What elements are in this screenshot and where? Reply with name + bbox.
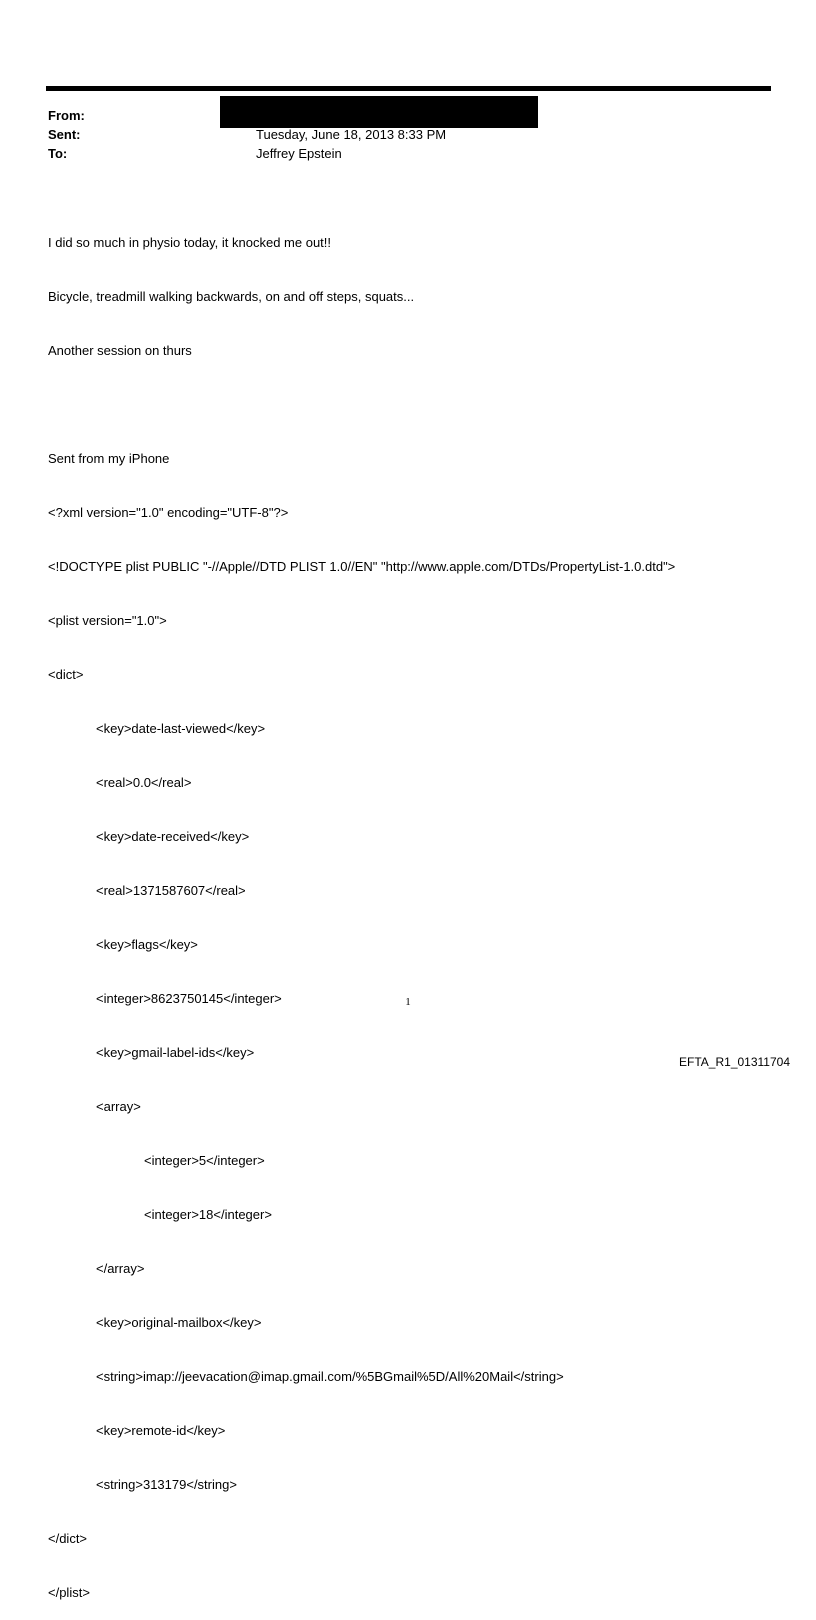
xml-line: </array> (96, 1261, 145, 1276)
body-line: Sent from my iPhone (48, 451, 170, 466)
header-divider (46, 86, 771, 91)
email-body (48, 198, 675, 1620)
body-line: I did so much in physio today, it knocked me out!! (48, 235, 332, 250)
body-line: Another session on thurs (48, 343, 192, 358)
xml-line: <plist version="1.0"> (48, 613, 167, 628)
body-line: Bicycle, treadmill walking backwards, on and off steps, squats... (48, 289, 415, 304)
xml-line: <integer>5</integer> (144, 1153, 265, 1168)
xml-line: <integer>18</integer> (144, 1207, 272, 1222)
sent-label: Sent: (48, 127, 81, 142)
xml-line: <integer>8623750145</integer> (96, 991, 282, 1006)
xml-line: <key>date-received</key> (96, 829, 250, 844)
xml-line: <key>flags</key> (96, 937, 198, 952)
document-id: EFTA_R1_01311704 (679, 1055, 790, 1069)
xml-line: <key>remote-id</key> (96, 1423, 226, 1438)
xml-line: <key>date-last-viewed</key> (96, 721, 266, 736)
xml-line: <dict> (48, 667, 84, 682)
to-value: Jeffrey Epstein (256, 146, 342, 161)
xml-line: <real>1371587607</real> (96, 883, 246, 898)
from-label: From: (48, 108, 85, 123)
xml-line: </dict> (48, 1531, 88, 1546)
xml-line: <real>0.0</real> (96, 775, 192, 790)
page-number: 1 (405, 996, 411, 1008)
xml-line: <!DOCTYPE plist PUBLIC "-//Apple//DTD PLIST 1.0//EN" "http://www.apple.com/DTDs/PropertyList-1.0.dtd"> (48, 559, 676, 574)
xml-line: <array> (96, 1099, 141, 1114)
redaction-block (220, 96, 538, 128)
body-line-blank (48, 396, 675, 414)
xml-line: <string>313179</string> (96, 1477, 237, 1492)
sent-value: Tuesday, June 18, 2013 8:33 PM (256, 127, 447, 142)
xml-line: <key>gmail-label-ids</key> (96, 1045, 255, 1060)
xml-line: <?xml version="1.0" encoding="UTF-8"?> (48, 505, 289, 520)
xml-line: <key>original-mailbox</key> (96, 1315, 262, 1330)
xml-line: </plist> (48, 1585, 90, 1600)
xml-line: <string>imap://jeevacation@imap.gmail.com/%5BGmail%5D/All%20Mail</string> (96, 1369, 564, 1384)
to-label: To: (48, 146, 68, 161)
